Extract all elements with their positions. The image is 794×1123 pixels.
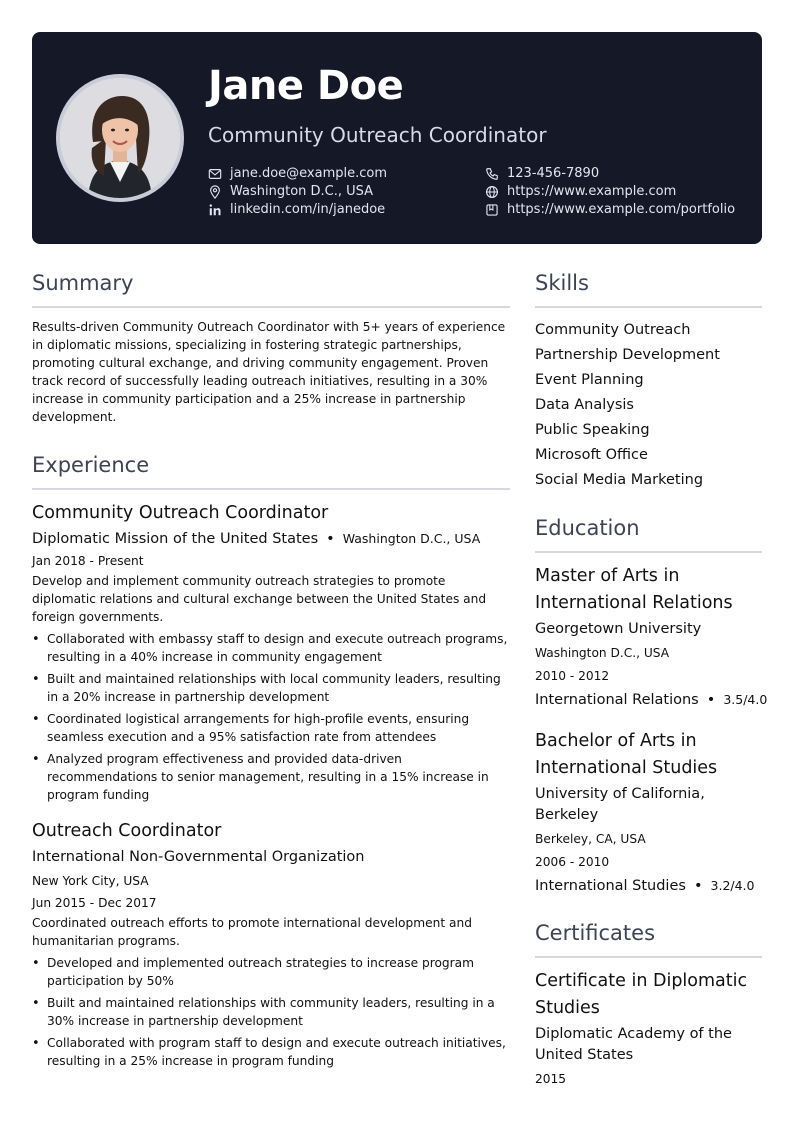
education-title: Education [535, 516, 640, 540]
contact-linkedin-text: linkedin.com/in/janedoe [230, 202, 386, 217]
contact-phone-text: 123-456-7890 [507, 166, 600, 181]
education-dates: 2006 - 2010 [535, 855, 610, 869]
education-dates: 2010 - 2012 [535, 669, 610, 683]
skill-item: Social Media Marketing [535, 472, 704, 488]
job-dates: Jun 2015 - Dec 2017 [32, 896, 157, 910]
candidate-name: Jane Doe [208, 63, 404, 109]
education-degree: Bachelor of Arts in International Studies [535, 731, 718, 778]
list-item: • Developed and implemented outreach strategies to increase program participation by 50% [32, 954, 510, 990]
side-column [535, 268, 768, 1091]
skills-list [535, 318, 762, 493]
job-description: Develop and implement community outreach strategies to promote diplomatic relations and cultural exchange between the United States and foreign governments. [32, 574, 487, 624]
portfolio-icon [485, 203, 499, 217]
skills-title: Skills [535, 271, 589, 295]
section-divider [32, 306, 510, 308]
certificate-issuer: Diplomatic Academy of the United States [535, 1026, 732, 1063]
education-field: International Studies [535, 878, 686, 894]
education-school: Georgetown University [535, 621, 702, 637]
contact-linkedin[interactable] [208, 201, 385, 219]
certificate-year: 2015 [535, 1072, 567, 1086]
section-divider [32, 488, 510, 490]
skill-item: Partnership Development [535, 347, 720, 363]
job-org: Diplomatic Mission of the United States [32, 531, 319, 547]
education-location: Berkeley, CA, USA [535, 832, 646, 846]
job-title: Community Outreach Coordinator [32, 503, 329, 523]
separator-dot: • [693, 878, 703, 894]
list-item: • Analyzed program effectiveness and provided data-driven recommendations to senior management, resulting in a 15% increase in program funding [32, 750, 510, 804]
education-school: University of California, Berkeley [535, 786, 705, 823]
contact-portfolio-text: https://www.example.com/portfolio [507, 202, 736, 217]
location-pin-icon [208, 185, 222, 199]
job-bullets [32, 630, 510, 804]
contact-email[interactable] [208, 165, 387, 183]
job-title: Outreach Coordinator [32, 821, 222, 841]
certificate-entry [535, 968, 762, 1091]
section-divider [535, 306, 762, 308]
list-item: • Collaborated with program staff to design and execute outreach initiatives, resulting in a 25% increase in program funding [32, 1034, 510, 1070]
education-degree: Master of Arts in International Relations [535, 566, 733, 613]
certificate-name: Certificate in Diplomatic Studies [535, 971, 748, 1018]
globe-icon [485, 185, 499, 199]
certificates-title: Certificates [535, 921, 656, 945]
education-gpa: 3.5/4.0 [723, 692, 768, 707]
education-field: International Relations [535, 692, 699, 708]
section-divider [535, 956, 762, 958]
list-item: • Coordinated logistical arrangements for high-profile events, ensuring seamless execution and a 95% satisfaction rate from attendees [32, 710, 510, 746]
contact-website[interactable] [485, 183, 676, 201]
education-gpa: 3.2/4.0 [710, 878, 755, 893]
contact-location [208, 183, 373, 201]
profile-photo-illustration [60, 78, 180, 198]
skill-item: Community Outreach [535, 322, 691, 338]
separator-dot: • [706, 692, 716, 708]
section-divider [535, 551, 762, 553]
skill-item: Public Speaking [535, 422, 650, 438]
candidate-role: Community Outreach Coordinator [208, 123, 547, 147]
job-location: New York City, USA [32, 874, 149, 888]
skill-item: Microsoft Office [535, 447, 648, 463]
job-bullets [32, 954, 510, 1070]
list-item: • Built and maintained relationships with community leaders, resulting in a 30% increase in partnership development [32, 994, 510, 1030]
contact-location-text: Washington D.C., USA [230, 184, 374, 199]
separator-dot: • [326, 531, 335, 547]
main-column [32, 268, 510, 1074]
summary-text: Results-driven Community Outreach Coordinator with 5+ years of experience in diplomatic missions, specializing in fostering strategic partnerships, promoting cultural exchange, and driving community engagement. Proven track record of successfully leading outreach initiatives, resulting in a 30% increase in community participation and a 25% increase in partnership development. [32, 320, 506, 424]
skill-item: Event Planning [535, 372, 644, 388]
education-location: Washington D.C., USA [535, 646, 670, 660]
list-item: • Built and maintained relationships with local community leaders, resulting in a 20% increase in partnership development [32, 670, 510, 706]
linkedin-icon [208, 203, 222, 217]
job-entry [32, 500, 510, 804]
job-org: International Non-Governmental Organization [32, 849, 365, 865]
job-dates: Jan 2018 - Present [32, 554, 144, 568]
list-item: • Collaborated with embassy staff to design and execute outreach programs, resulting in a 40% increase in community engagement [32, 630, 510, 666]
job-location: Washington D.C., USA [342, 531, 481, 546]
job-org-line [32, 528, 510, 550]
skill-item: Data Analysis [535, 397, 634, 413]
contact-email-text: jane.doe@example.com [230, 166, 388, 181]
education-entry [535, 728, 762, 898]
contact-phone[interactable] [485, 165, 599, 183]
phone-icon [485, 167, 499, 181]
experience-title: Experience [32, 453, 150, 477]
profile-photo [56, 74, 184, 202]
resume-header [32, 32, 762, 244]
mail-icon [208, 167, 222, 181]
education-field-line [535, 874, 762, 898]
contact-website-text: https://www.example.com [507, 184, 677, 199]
education-entry [535, 563, 768, 712]
job-entry [32, 818, 510, 1070]
job-description: Coordinated outreach efforts to promote international development and humanitarian programs. [32, 916, 472, 948]
education-field-line [535, 688, 768, 712]
contact-portfolio[interactable] [485, 201, 735, 219]
summary-title: Summary [32, 271, 134, 295]
